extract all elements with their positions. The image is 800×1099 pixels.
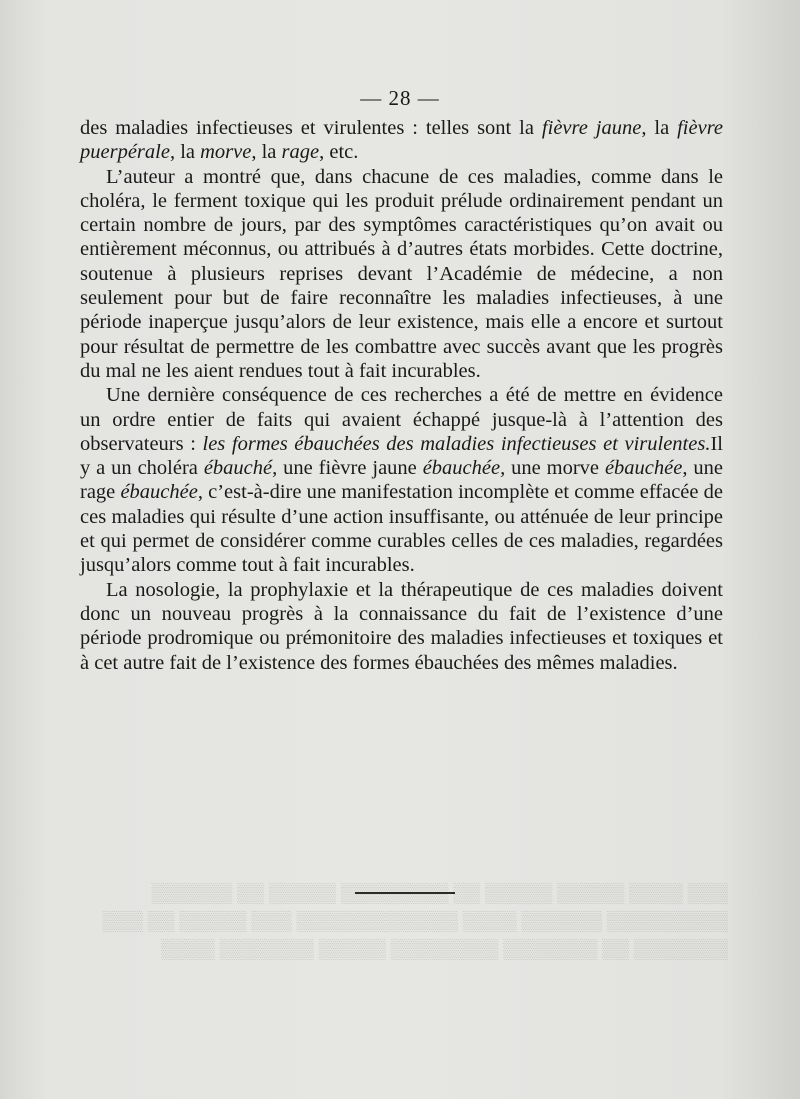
text-run: , une rage — [80, 457, 723, 504]
italic-text: fièvre jaune — [541, 117, 642, 139]
text-run: une morve — [505, 457, 605, 480]
text-run: , la — [169, 141, 201, 164]
paragraph — [80, 383, 723, 577]
section-rule — [355, 892, 455, 894]
text-run: , etc. — [319, 141, 359, 164]
italic-text: morve — [200, 141, 252, 164]
italic-text: ébauchée, — [422, 457, 506, 480]
text-run: La nosologie, la prophylaxie et la thérapeutique de ces maladies doivent donc un nouveau progrès à la connaissance du fait de l’existence d’une période prodromique ou prémonitoire des maladies infectieuses et toxiques et à cet autre fait de l’existence des formes ébauchées des mêmes maladies. — [80, 578, 723, 674]
bleed-through: ▒▒▒ ▒▒▒▒ ▒▒▒▒▒ ▒▒▒▒▒ ▒▒ ▒▒▒▒▒▒▒▒ ▒▒▒▒▒ ▒▒ ▒▒▒▒▒▒ ▒▒▒▒▒▒▒▒▒ ▒▒▒▒▒▒ ▒▒▒▒ ▒▒▒▒▒▒▒▒▒▒▒▒ ▒▒▒ ▒▒▒▒▒ ▒▒ ▒▒▒ ▒▒▒▒▒▒▒ ▒▒ ▒▒▒▒▒▒▒ ▒▒▒▒▒▒▒▒ ▒▒▒▒▒ ▒▒▒▒▒▒▒ ▒▒▒▒ — [102, 883, 728, 960]
paragraph — [80, 116, 723, 165]
text-run: des maladies infectieuses et virulentes : telles sont la — [80, 117, 542, 139]
text-run: , c’est-à-dire une manifestation incomplète et comme effacée de ces maladies qui résulte d’une action insuffisante, ou atténuée de leur principe et qui permet de considérer comme curables celles de ces maladies, regardées jusqu’alors comme tout à fait incurables. — [80, 481, 724, 577]
body-text — [80, 116, 723, 675]
text-run: Une dernière conséquence de ces recherches a été de mettre en évidence un ordre entier de faits qui avaient échappé jusque-là à l’attention des observateurs : — [80, 384, 723, 455]
text-run: , la — [251, 141, 282, 164]
page-number: — 28 — — [360, 86, 440, 110]
text-run: Il y a un choléra — [80, 432, 723, 480]
italic-text: rage — [281, 141, 320, 164]
italic-text: ébauchée — [120, 481, 198, 504]
italic-text: les formes ébauchées des maladies infectieuses et virulentes. — [202, 432, 711, 455]
paragraph — [80, 165, 723, 384]
paragraph — [80, 578, 723, 675]
italic-text: ébauché, — [203, 457, 278, 480]
text-run: L’auteur a montré que, dans chacune de ces maladies, comme dans le choléra, le ferment toxique qui les produit prélude ordinairement pendant un certain nombre de jours, par des symptômes caractéristiques qu’on avait ou entièrement méconnus, ou attribués à d’autres états morbides. Cette doctrine, soutenue à plusieurs reprises devant l’Académie de médecine, a non seulement pour but de faire reconnaître les maladies infectieuses, à une période inaperçue jusqu’alors de leur existence, mais elle a encore et surtout pour résultat de permettre de les combattre avec succès avant que les progrès du mal ne les aient rendues tout à fait incurables. — [80, 165, 723, 382]
italic-text: fièvre puerpérale — [80, 117, 724, 164]
text-run: une fièvre jaune — [277, 457, 423, 480]
italic-text: ébauchée — [604, 457, 683, 480]
text-run: , la — [641, 117, 678, 139]
